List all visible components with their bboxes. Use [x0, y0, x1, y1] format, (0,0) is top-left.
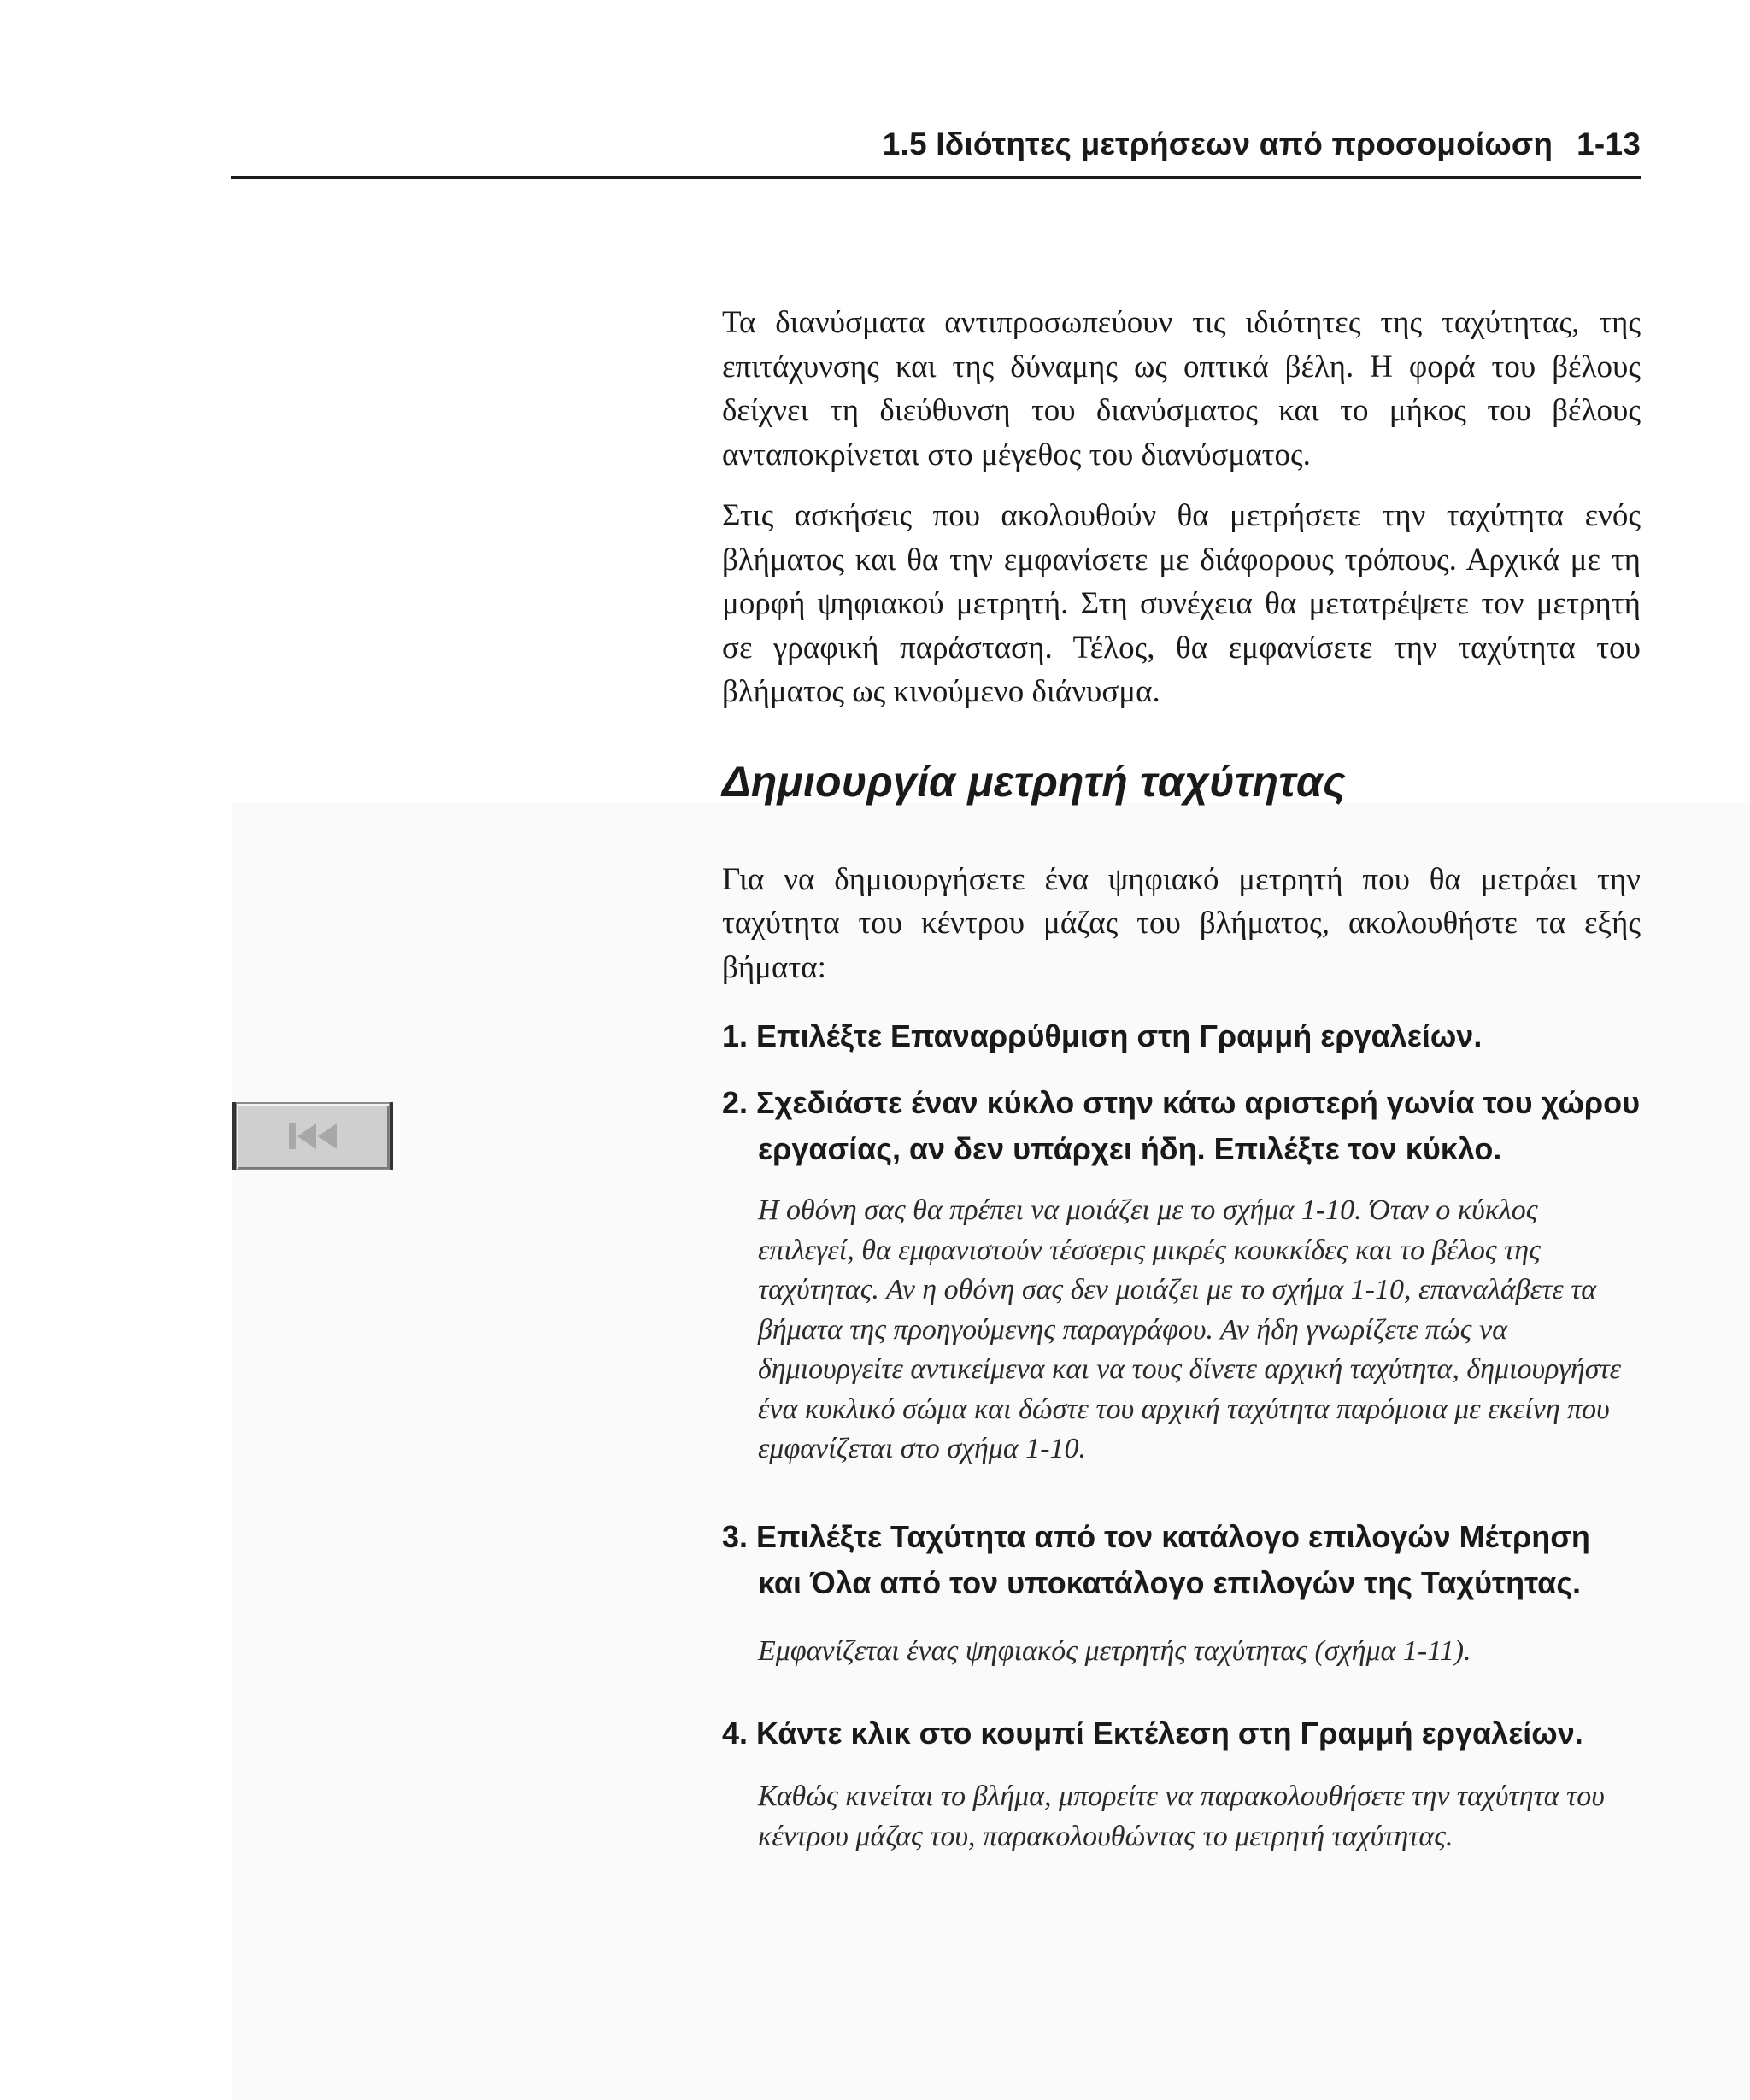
header-title: 1.5 Ιδιότητες μετρήσεων από προσομοίωση: [882, 126, 1553, 161]
step-4: 4. Κάντε κλικ στο κουμπί Εκτέλεση στη Γραμμή εργαλείων.: [722, 1716, 1583, 1751]
step-2-note: Η οθόνη σας θα πρέπει να μοιάζει με το σχήμα 1-10. Όταν ο κύκλος επιλεγεί, θα εμφανιστούν τέσσερις μικρές κουκκίδες και το βέλος της ταχύτητας. Αν η οθόνη σας δεν μοιάζει με το σχήμα 1-10, επαναλάβετε τα βήματα της προηγούμενης παραγράφου. Αν ήδη γνωρίζετε πώς να δημιουργείτε αντικείμενα και να τους δίνετε αρχική ταχύτητα, δημιουργήστε ένα κυκλικό σώμα και δώστε του αρχική ταχύτητα παρόμοια με εκείνη που εμφανίζεται στο σχήμα 1-10.: [758, 1194, 1622, 1464]
section-heading: Δημιουργία μετρητή ταχύτητας: [722, 757, 1346, 806]
intro-paragraph: Τα διανύσματα αντιπροσωπεύουν τις ιδιότητες της ταχύτητας, της επιτάχυνσης και της δύναμης ως οπτικά βέλη. Η φορά του βέλους δείχνει τη διεύθυνση του διανύσματος και το μήκος του βέλους ανταποκρίνεται στο μέγεθος του διανύσματος.: [722, 305, 1641, 472]
step-3: 3. Επιλέξτε Ταχύτητα από τον κατάλογο επιλογών Μέτρηση και Όλα από τον υποκατάλογο επιλογών της Ταχύτητας.: [722, 1518, 1590, 1600]
main-content: [722, 301, 1641, 1886]
section-intro: Για να δημιουργήσετε ένα ψηφιακό μετρητή που θα μετράει την ταχύτητα του κέντρου μάζας του βλήματος, ακολουθήστε τα εξής βήματα:: [722, 861, 1641, 985]
page-number: 1-13: [1577, 126, 1641, 161]
step-4-note: Καθώς κινείται το βλήμα, μπορείτε να παρακολουθήσετε την ταχύτητα του κέντρου μάζας του, παρακολουθώντας το μετρητή ταχύτητας.: [758, 1780, 1605, 1852]
intro-paragraph: Στις ασκήσεις που ακολουθούν θα μετρήσετε την ταχύτητα ενός βλήματος και θα την εμφανίσετε με διάφορους τρόπους. Αρχικά με τη μορφή ψηφιακού μετρητή. Στη συνέχεια θα μετατρέψετε τον μετρητή σε γραφική παράσταση. Τέλος, θα εμφανίσετε την ταχύτητα του βλήματος ως κινούμενο διάνυσμα.: [722, 498, 1641, 709]
running-header: [231, 126, 1641, 179]
step-3-note: Εμφανίζεται ένας ψηφιακός μετρητής ταχύτητας (σχήμα 1-11).: [758, 1634, 1471, 1667]
step-2: 2. Σχεδιάστε έναν κύκλο στην κάτω αριστερή γωνία του χώρου εργασίας, αν δεν υπάρχει ήδη. Επιλέξτε τον κύκλο.: [722, 1085, 1641, 1166]
step-1: 1. Επιλέξτε Επαναρρύθμιση στη Γραμμή εργαλείων.: [722, 1018, 1483, 1053]
rewind-to-start-icon: [285, 1122, 340, 1151]
reset-button-illustration: [235, 1102, 391, 1170]
